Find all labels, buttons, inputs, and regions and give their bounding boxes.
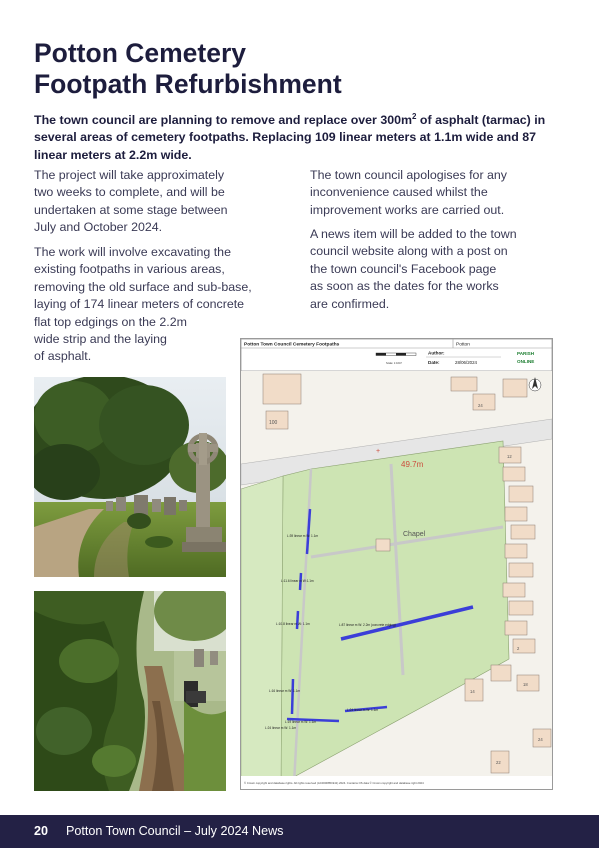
celtic-cross-photo-svg (34, 377, 226, 577)
text-line: two weeks to complete, and will be (34, 185, 225, 200)
intro-paragraph (34, 108, 564, 164)
text-line: of asphalt. (34, 349, 92, 364)
text-line: inconvenience caused whilst the (310, 185, 488, 200)
path-label: L:10.8 linear m W: 1.1m (276, 622, 310, 626)
house-number: 12 (507, 454, 512, 459)
text-line: wide strip and the laying (34, 332, 167, 347)
text-line: the town council's Facebook page (310, 261, 497, 276)
path-label: L:39 linear m W: 1.1m (287, 534, 319, 538)
map-title: Potton Town Council Cemetery Footpaths (244, 342, 340, 348)
hedge-footpath-photo-svg (34, 591, 226, 791)
text-line: improvement works are carried out. (310, 202, 505, 217)
page-number: 20 (34, 824, 49, 838)
date-value: 28/06/2024 (455, 360, 477, 365)
path-label: L:87 linear m W: 2.2m (concrete edging) (339, 623, 396, 627)
footpath-segment (297, 611, 298, 629)
text-line: as soon as the dates for the works (310, 279, 499, 294)
map-copyright: © Crown copyright and database rights. All rights reserved (AC0000851941) 2024. Contains OS data © Crown copyright and database right 2024 (244, 781, 424, 785)
spot-height: 49.7m (401, 460, 424, 469)
intro-text-2: of asphalt (tarmac) in several areas of cemetery footpaths. Replacing 109 linear meters at 1.1m wide and 87 linear meters at 2.2m wide. (34, 113, 546, 162)
col1-paragraph-2 (34, 244, 252, 366)
text-line: A news item will be added to the town (310, 227, 517, 241)
hedge-footpath-photo (34, 591, 226, 791)
title-line-1: Potton Cemetery (34, 38, 247, 68)
text-line: July and October 2024. (34, 220, 163, 235)
celtic-cross-photo (34, 377, 226, 577)
text-line: are confirmed. (310, 296, 390, 311)
col2-paragraph-1 (310, 167, 507, 219)
map-place: Potton (456, 342, 470, 348)
text-line: undertaken at some stage between (34, 202, 228, 217)
house-number: 24 (478, 403, 483, 408)
chapel-building (376, 539, 390, 551)
road-marker: + (376, 448, 381, 455)
author-label: Author: (428, 350, 445, 356)
text-line: laying of 174 linear meters of concrete (34, 297, 245, 312)
house-number: 24 (538, 737, 543, 742)
cemetery-footpath-map (240, 338, 553, 790)
path-label: L:24 linear m W: 1.1m (347, 708, 379, 712)
text-line: The work will involve excavating the (34, 245, 231, 259)
col2-paragraph-2 (310, 226, 517, 313)
article-title (34, 38, 574, 100)
house-number: 22 (496, 760, 501, 765)
house-number: 2 (517, 646, 520, 651)
intro-text-1: The town council are planning to remove and replace over 300m (34, 113, 413, 128)
footpath-segment (292, 679, 293, 714)
text-line: existing footpaths in various areas, (34, 262, 225, 277)
map-svg (241, 339, 552, 789)
publication-name: Potton Town Council – July 2024 News (66, 824, 284, 838)
chapel-label: Chapel (403, 531, 426, 538)
text-line: The project will take approximately (34, 168, 225, 182)
page-footer (0, 815, 599, 848)
scale-text: Scale: 1:1647 (386, 362, 402, 365)
text-line: removing the old surface and sub-base, (34, 279, 252, 294)
path-label: L:16 linear m W: 1.1m (269, 689, 301, 693)
path-label: L:19 linear m W: 1.1m (285, 720, 317, 724)
date-label: Date: (428, 360, 440, 365)
path-label: L:11.6 linear m W:1.1m (281, 579, 314, 583)
text-line: council website along with a post on (310, 244, 508, 259)
house-number: 100 (269, 420, 278, 426)
logo-online: ONLINE (517, 359, 535, 364)
col1-paragraph-1 (34, 167, 228, 237)
intro-superscript: 2 (412, 112, 417, 121)
title-line-2: Footpath Refurbishment (34, 69, 342, 99)
text-line: The town council apologises for any (310, 168, 507, 182)
text-line: flat top edgings on the 2.2m (34, 314, 187, 329)
house-number: 14 (470, 689, 475, 694)
house-number: 18 (523, 682, 528, 687)
path-label: L:24 linear m W: 1.1m (265, 726, 297, 730)
logo-parish: PARISH (517, 351, 535, 356)
